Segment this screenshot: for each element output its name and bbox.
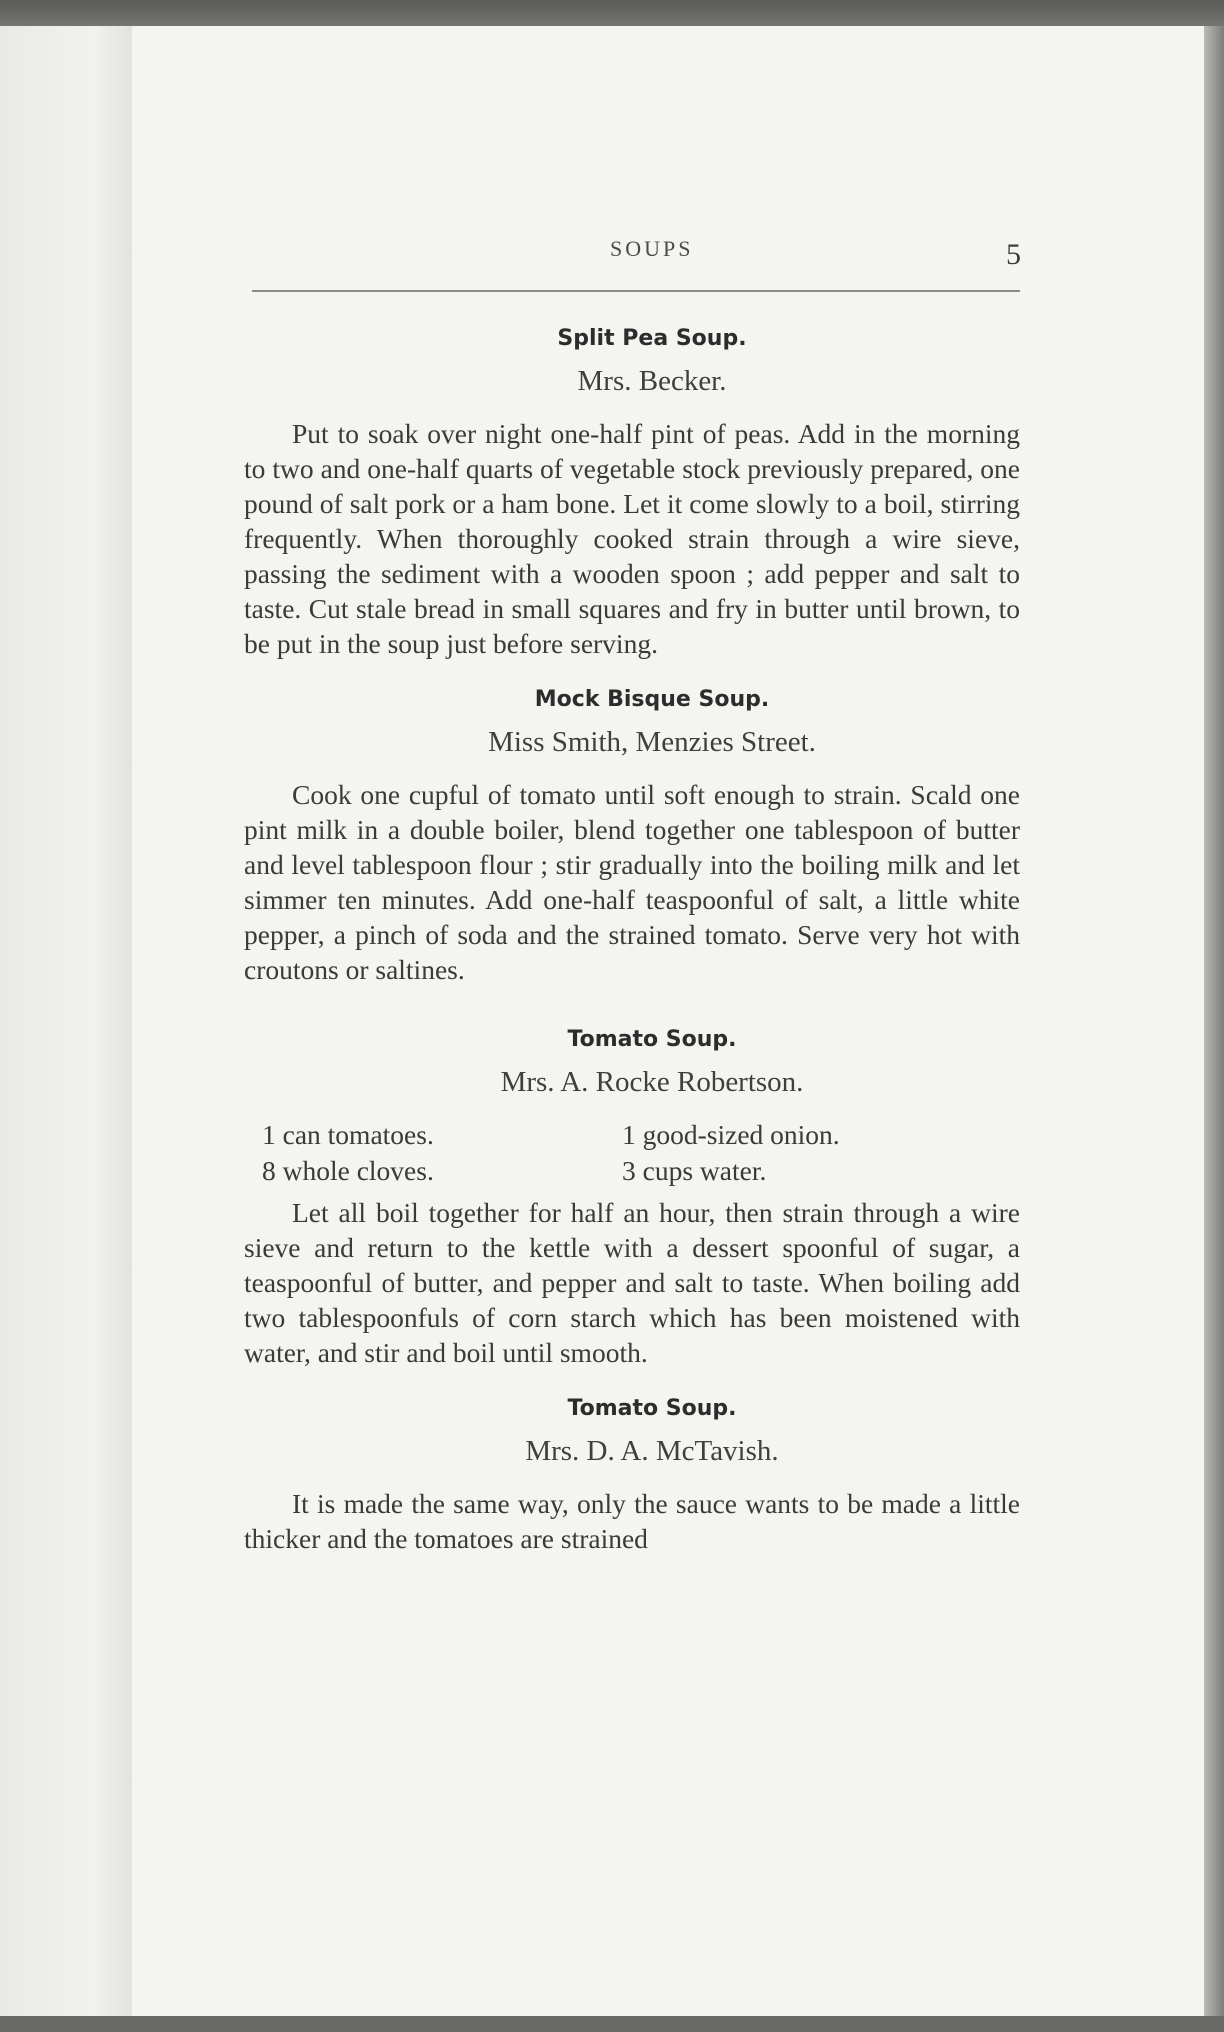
recipe-title: Mock Bisque Soup. [534,687,770,712]
ingredient-item: 1 good-sized onion. [622,1119,840,1150]
ingredient-item: 8 whole cloves. [262,1155,434,1186]
recipe-author: Miss Smith, Menzies Street. [488,726,816,758]
recipe-instructions: Cook one cupful of tomato until soft enough to strain. Scald one pint milk in a double boiler, blend together one tablespoon of butter and level tablespoon flour ; stir gradually into the boiling milk and let simmer ten minutes. Add one-half teaspoonful of salt, a little white pepper, a pinch of soda and the strained tomato. Serve very hot with croutons or saltines. [244,779,1020,985]
ingredient-item: 3 cups water. [622,1155,767,1186]
page-number: 5 [1006,238,1021,271]
recipe-title: Tomato Soup. [567,1027,737,1052]
header-rule [252,290,1020,292]
facing-page-edge [0,26,132,2016]
recipe-instructions: Let all boil together for half an hour, then strain through a wire sieve and return to the kettle with a dessert spoonful of sugar, a teaspoonful of butter, and pepper and salt to taste. When boiling add two tablespoonfuls of corn starch which has been moistened with water, and stir and boil until smooth. [244,1197,1020,1368]
recipe-author: Mrs. D. A. McTavish. [525,1435,779,1467]
recipe-author: Mrs. A. Rocke Robertson. [500,1066,804,1098]
section-title: SOUPS [610,236,694,261]
ingredient-item: 1 can tomatoes. [262,1119,434,1150]
running-head [0,236,1224,296]
ingredient-list [262,1117,1020,1189]
recipe-mock-bisque-soup [244,687,1020,987]
recipe-instructions: It is made the same way, only the sauce wants to be made a little thicker and the tomatoes are strained [244,1488,1020,1554]
recipe-tomato-soup-robertson [244,1027,1020,1370]
recipe-author: Mrs. Becker. [577,365,727,397]
recipe-tomato-soup-mctavish [244,1396,1020,1556]
scan-bottom-edge [0,2016,1224,2032]
recipe-split-pea-soup [244,326,1020,661]
page-right-edge [1204,26,1224,2016]
recipe-instructions: Put to soak over night one-half pint of peas. Add in the morning to two and one-half quarts of vegetable stock previously prepared, one pound of salt pork or a ham bone. Let it come slowly to a boil, stirring frequently. When thoroughly cooked strain through a wire sieve, passing the sediment with a wooden spoon ; add pepper and salt to taste. Cut stale bread in small squares and fry in butter until brown, to be put in the soup just before serving. [244,418,1020,659]
page-content [244,318,1020,1582]
recipe-title: Split Pea Soup. [557,326,747,351]
recipe-title: Tomato Soup. [567,1396,737,1421]
